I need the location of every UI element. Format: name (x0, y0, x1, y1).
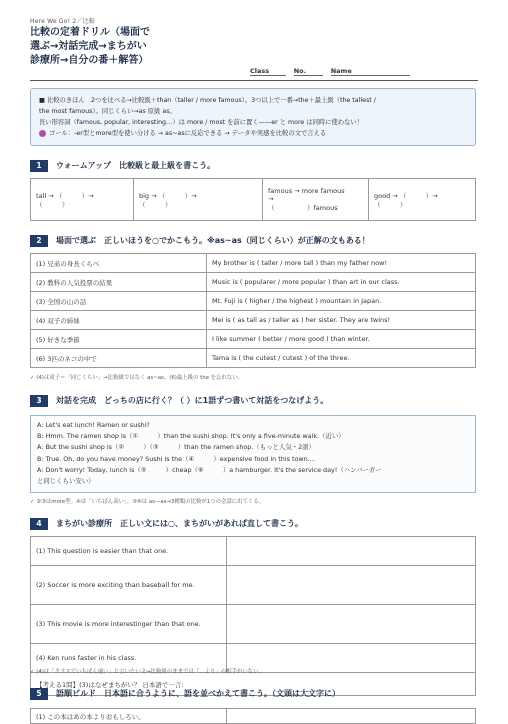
dialogue-line: B: Hmm. The ramen shop is（① ）than the sushi shop. It's only a five-minute walk.（近い） (37, 432, 345, 441)
warmup-cell-big[interactable]: big → （ ）→ （ ） (134, 179, 263, 221)
table-row (31, 709, 476, 724)
sentence-cell: (1) This question is easier than that one. (31, 537, 227, 566)
situation-cell: (1) 兄弟の身長くらべ (31, 254, 207, 273)
sentence-cell: (2) Soccer is more exciting than baseball for me. (31, 566, 227, 605)
sentence-cell[interactable]: Mei is ( as tall as / taller as ) her sister. They are twins! (207, 311, 476, 330)
section-2-heading (30, 235, 370, 248)
section-1-heading (30, 160, 215, 173)
section-title: 対話を完成 どっちの店に行く？（ ）に1語ずつ書いて対話をつなげよう。 (56, 396, 329, 405)
sentence-cell[interactable]: My brother is ( taller / more tall ) than my father now! (207, 254, 476, 273)
section-number: 2 (30, 235, 48, 247)
table-row (31, 330, 476, 349)
choice-table (30, 253, 476, 368)
student-info-fields (250, 67, 416, 76)
table-row (31, 605, 476, 644)
title-line: 選ぶ→対話完成→まちがい (30, 41, 147, 52)
info-line: 長い形容詞（famous, popular, interesting…）は more / most を前に置く——er と more は同時に使わない！ (39, 119, 363, 126)
answer-cell[interactable] (227, 605, 476, 644)
grammar-info-box (30, 88, 476, 146)
info-goal-line (39, 128, 467, 139)
info-line: the most famous）。同じくらい→as 原級 as。 (39, 108, 176, 115)
answer-cell[interactable] (227, 709, 476, 724)
number-label: No. (293, 67, 307, 75)
class-label: Class (250, 67, 270, 75)
dialogue-line: A: Let's eat lunch! Ramen or sushi? (37, 421, 150, 429)
section-2-note: ✓ (4)は双子＝「同じくらい」→比較級ではなく as~as。(6)最上級の the を忘れない。 (30, 375, 244, 381)
goal-icon (39, 130, 46, 137)
section-3-note: ✓ ②③はmore型。④は「いちばん高い」。⑤⑥は as—as→3種類の比較が1つの会話に出てくる。 (30, 499, 265, 505)
table-row (31, 311, 476, 330)
word-order-table (30, 708, 476, 724)
sentence-cell[interactable]: Music is ( popularer / more popular ) than art in our class. (207, 273, 476, 292)
situation-cell: (3) 全国の山の話 (31, 292, 207, 311)
section-4-note: ✓ (4)は「クラスでいちばん速い」と言いたい文→比較級のままでは「…より」の相手がいない。 (30, 669, 264, 675)
warmup-cell-tall[interactable]: tall → （ ）→ （ ） (31, 179, 134, 221)
table-row (31, 566, 476, 605)
section-title: ウォームアップ 比較級と最上級を書こう。 (56, 161, 216, 170)
section-5-heading (30, 688, 340, 701)
dialogue-line: A: Don't worry! Today, lunch is（⑤ ）cheap（⑥ ）a hamburger. It's the service day!（ハンバーガー (37, 465, 382, 474)
dialogue-line: と同じくらい安い） (37, 477, 95, 486)
info-line: ■ 比較のきほん 2つを比べる→比較級＋than（taller / more famous）。3つ以上で一番→the＋最上級（the tallest / (39, 97, 376, 104)
sentence-cell: (4) Ken runs faster in his class. (31, 644, 227, 673)
page-title (30, 26, 250, 68)
section-title: まちがい診療所 正しい文には○、まちがいがあれば直して書こう。 (56, 519, 303, 528)
warmup-cell-good[interactable]: good → （ ）→ （ ） (369, 179, 476, 221)
table-row (31, 273, 476, 292)
situation-cell: (4) 双子の姉妹 (31, 311, 207, 330)
class-field[interactable] (250, 67, 286, 76)
section-title: 場面で選ぶ 正しいほうを○でかこもう。※as~as（同じくらい）が正解の文もある！ (56, 236, 370, 245)
title-line: 比較の定着ドリル（場面で (30, 27, 150, 38)
sentence-cell[interactable]: Mt. Fuji is ( higher / the highest ) mountain in Japan. (207, 292, 476, 311)
section-3-heading (30, 395, 328, 408)
section-number: 1 (30, 160, 48, 172)
section-title: 語順ビルド 日本語に合うように、語を並べかえて書こう。（文頭は大文字に） (56, 689, 340, 698)
answer-cell[interactable] (227, 566, 476, 605)
table-row (31, 254, 476, 273)
warmup-table (30, 178, 476, 221)
header-divider (30, 80, 478, 81)
dialogue-line: B: True. Oh, do you have money? Sushi is the（④ ）expensive food in this town.... (37, 454, 316, 463)
info-goal-text: ゴール：-er型とmore型を使い分ける → as~asに反応できる → データや実感を比較の文で言える (49, 130, 327, 137)
prompt-cell: (1) この本はあの本よりおもしろい。 (31, 709, 227, 724)
warmup-cell-famous[interactable]: famous → more famous → （ ）famous (263, 179, 369, 221)
title-line: 診療所→自分の番＋解答） (30, 55, 149, 66)
table-row (31, 292, 476, 311)
table-row (31, 349, 476, 368)
sentence-cell[interactable]: Tama is ( the cutest / cutest ) of the three. (207, 349, 476, 368)
dialogue-line: A: But the sushi shop is（② ）（③ ）than the ramen shop.（もっと人気・2語） (37, 443, 315, 452)
situation-cell: (2) 教科の人気投票の結果 (31, 273, 207, 292)
sentence-cell[interactable]: I like summer ( better / more good ) than winter. (207, 330, 476, 349)
answer-cell[interactable] (227, 537, 476, 566)
think-question-cell[interactable]: 【考える1問】(3)はなぜまちがい？ 日本語で一言: (31, 673, 476, 696)
dialogue-box[interactable] (30, 415, 476, 493)
section-number: 4 (30, 518, 48, 530)
sentence-cell: (3) This movie is more interestinger than that one. (31, 605, 227, 644)
situation-cell: (5) 好きな季節 (31, 330, 207, 349)
situation-cell: (6) 3匹のネコの中で (31, 349, 207, 368)
section-number: 3 (30, 395, 48, 407)
series-label: Here We Go! 2／比較 (30, 18, 95, 25)
section-4-heading (30, 518, 303, 531)
number-field[interactable] (294, 67, 323, 76)
name-field[interactable] (331, 67, 410, 76)
section-number: 5 (30, 688, 48, 700)
table-row (31, 537, 476, 566)
name-label: Name (330, 67, 352, 75)
